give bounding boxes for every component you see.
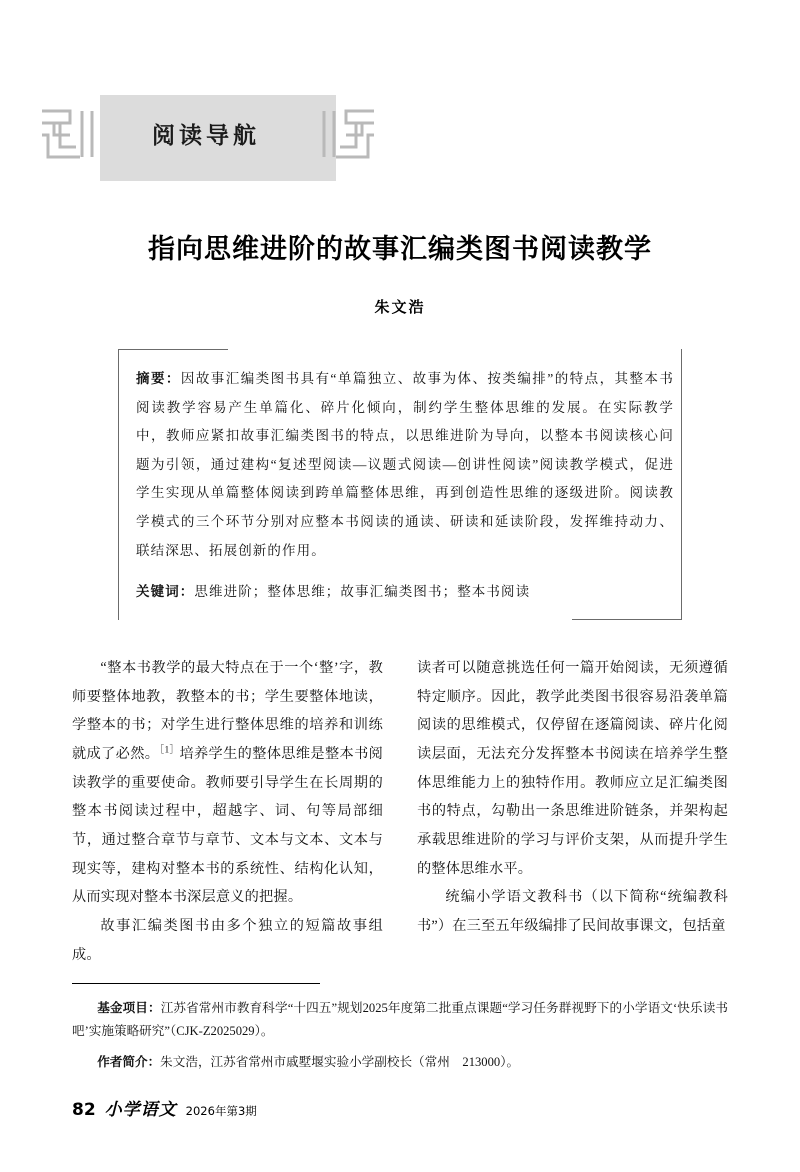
abstract-rule-bottom [572, 619, 682, 620]
footnote-author [72, 1050, 728, 1074]
body-columns [72, 654, 728, 970]
paragraph-text: 读者可以随意挑选任何一篇开始阅读，无须遵循特定顺序。因此，教学此类图书很容易沿袭单篇阅读的思维模式，仅停留在逐篇阅读、碎片化阅读层面，无法充分发挥整本书阅读在培养学生整体思维能力上的独特作用。教师应立足汇编类图书的特点，勾勒出一条思维进阶链条，并架构起承载思维进阶的学习与评价支架，从而提升学生的整体思维水平。 [417, 659, 728, 877]
abstract-paragraph [136, 365, 674, 565]
footnote-fund-text: 江苏省常州市教育科学“十四五”规划2025年度第二批重点课题“学习任务群视野下的小学语文‘快乐读书吧’实施策略研究”（CJK-Z2025029）。 [72, 1001, 729, 1039]
footnotes-block [72, 983, 728, 1080]
body-paragraph [417, 654, 728, 884]
paragraph-text: 故事汇编类图书由多个独立的短篇故事组成。 [72, 918, 383, 963]
citation-reference: ［1］ [159, 745, 180, 756]
chinese-fret-ornament-icon [318, 103, 380, 165]
keywords-text: 思维进阶；整体思维；故事汇编类图书；整本书阅读 [194, 584, 531, 600]
footnote-divider [72, 983, 320, 984]
paragraph-text: 统编小学语文教科书（以下简称“统编教科书”）在三至五年级编排了民间故事课文，包括童 [417, 889, 728, 935]
abstract-text: 因故事汇编类图书具有“单篇独立、故事为体、按类编排”的特点，其整本书阅读教学容易产生单篇化、碎片化倾向，制约学生整体思维的发展。在实际教学中，教师应紧扣故事汇编类图书的特点，以思维进阶为导向，以整本书阅读核心问题为引领，通过建构“复述型阅读—议题式阅读—创讲性阅读”阅读教学模式，促进学生实现从单篇整体阅读到跨单篇整体思维，再到创造性思维的逐级进阶。阅读教学模式的三个环节分别对应整本书阅读的通读、研读和延读阶段，发挥维持动力、联结深思、拓展创新的作用。 [136, 371, 674, 558]
body-column-left [72, 654, 383, 970]
footnote-fund [72, 996, 728, 1044]
abstract-block [118, 349, 682, 620]
banner-label: 阅读导航 [152, 123, 260, 149]
section-banner [72, 95, 728, 181]
paragraph-text-cont: 培养学生的整体思维是整本书阅读教学的重要使命。教师要引导学生在长周期的整本书阅读过程中，超越字、词、句等局部细节，通过整合章节与章节、文本与文本、文本与现实等，建构对整本书的系统性、结构化认知，从而实现对整本书深层意义的把握。 [72, 745, 384, 906]
article-page [0, 95, 800, 1172]
journal-name: 小学语文 [104, 1100, 177, 1119]
body-column-right [417, 654, 728, 970]
page-footer [72, 1095, 257, 1120]
body-paragraph [72, 654, 383, 912]
page-number: 82 [72, 1100, 96, 1120]
body-paragraph [417, 883, 728, 940]
journal-issue: 2026年第3期 [185, 1104, 257, 1118]
footnote-author-label: 作者简介： [97, 1053, 161, 1069]
chinese-fret-ornament-icon [36, 103, 98, 165]
article-author: 朱文浩 [374, 298, 426, 316]
abstract-label: 摘要： [136, 371, 181, 387]
keywords-paragraph [136, 579, 674, 606]
body-paragraph [72, 912, 383, 969]
paragraph-text: “整本书教学的最大特点在于一个‘整’字，教师要整体地教，教整本的书；学生要整体地读，学整本的书；对学生进行整体思维的培养和训练就成了必然。 [72, 659, 383, 762]
keywords-label: 关键词： [136, 584, 195, 601]
abstract-rule-top [118, 349, 228, 350]
footnote-author-text: 朱文浩，江苏省常州市戚墅堰实验小学副校长（常州 213000）。 [160, 1054, 520, 1069]
footnote-fund-label: 基金项目： [97, 1000, 161, 1016]
page-title: 指向思维进阶的故事汇编类图书阅读教学 [148, 234, 652, 265]
